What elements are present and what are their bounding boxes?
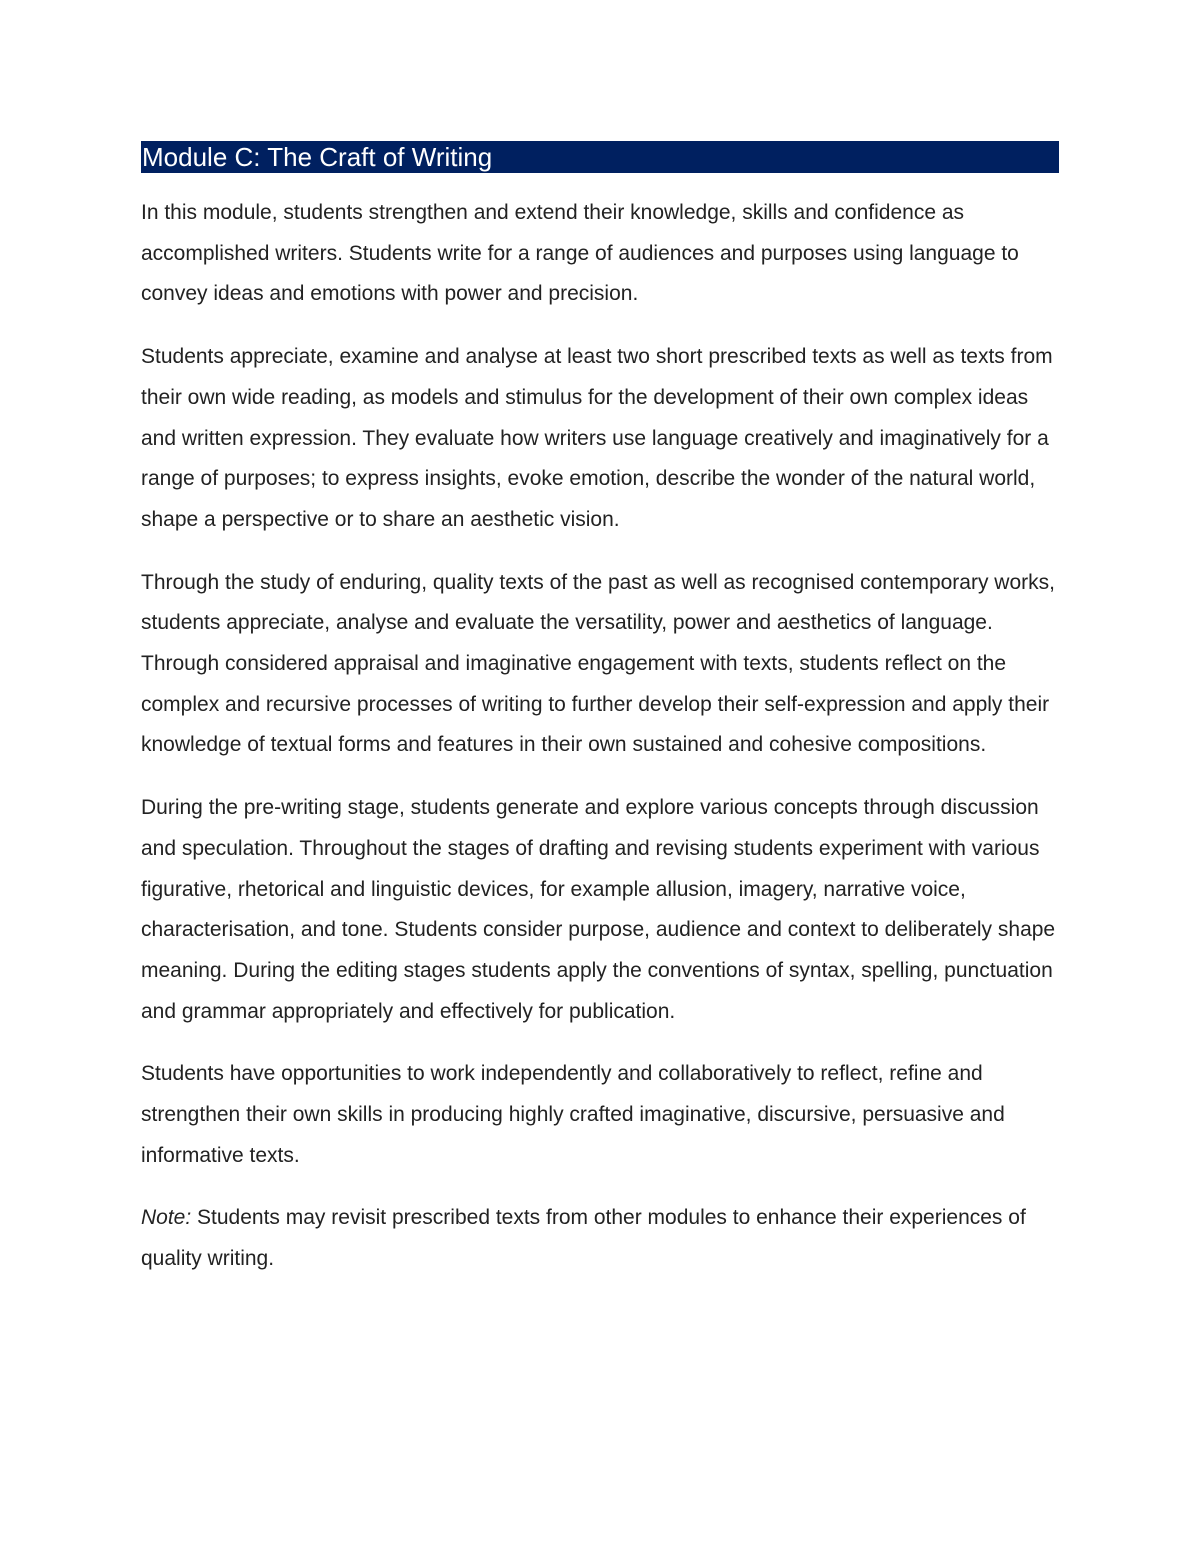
module-heading: Module C: The Craft of Writing xyxy=(141,141,1059,173)
paragraph-enduring-texts: Through the study of enduring, quality texts of the past as well as recognised contemporary works, students appreciate, analyse and evaluate the versatility, power and aesthetics of language. Through considered appraisal and imaginative engagement with texts, students reflect on the complex and recursive processes of writing to further develop their self-expression and apply their knowledge of textual forms and features in their own sustained and cohesive compositions. xyxy=(141,570,1055,757)
note-text: Students may revisit prescribed texts from other modules to enhance their experiences of quality writing. xyxy=(141,1206,1026,1271)
note-label: Note: xyxy=(141,1206,192,1230)
paragraph-writing-stages: During the pre-writing stage, students generate and explore various concepts through discussion and speculation. Throughout the stages of drafting and revising students experiment with various figurative, rhetorical and linguistic devices, for example allusion, imagery, narrative voice, characterisation, and tone. Students consider purpose, audience and context to deliberately shape meaning. During the editing stages students apply the conventions of syntax, spelling, punctuation and grammar appropriately and effectively for publication. xyxy=(141,796,1056,1023)
paragraph-note xyxy=(141,1198,1059,1279)
paragraph-opportunities: Students have opportunities to work independently and collaboratively to reflect, refine and strengthen their own skills in producing highly crafted imaginative, discursive, persuasive and informative texts. xyxy=(141,1062,1005,1167)
paragraph-intro: In this module, students strengthen and extend their knowledge, skills and confidence as accomplished writers. Students write for a range of audiences and purposes using language to convey ideas and emotions with power and precision. xyxy=(141,201,1019,306)
paragraph-prescribed-texts: Students appreciate, examine and analyse at least two short prescribed texts as well as texts from their own wide reading, as models and stimulus for the development of their own complex ideas and written expression. They evaluate how writers use language creatively and imaginatively for a range of purposes; to express insights, evoke emotion, describe the wonder of the natural world, shape a perspective or to share an aesthetic vision. xyxy=(141,345,1053,531)
document-page xyxy=(141,141,1059,1280)
